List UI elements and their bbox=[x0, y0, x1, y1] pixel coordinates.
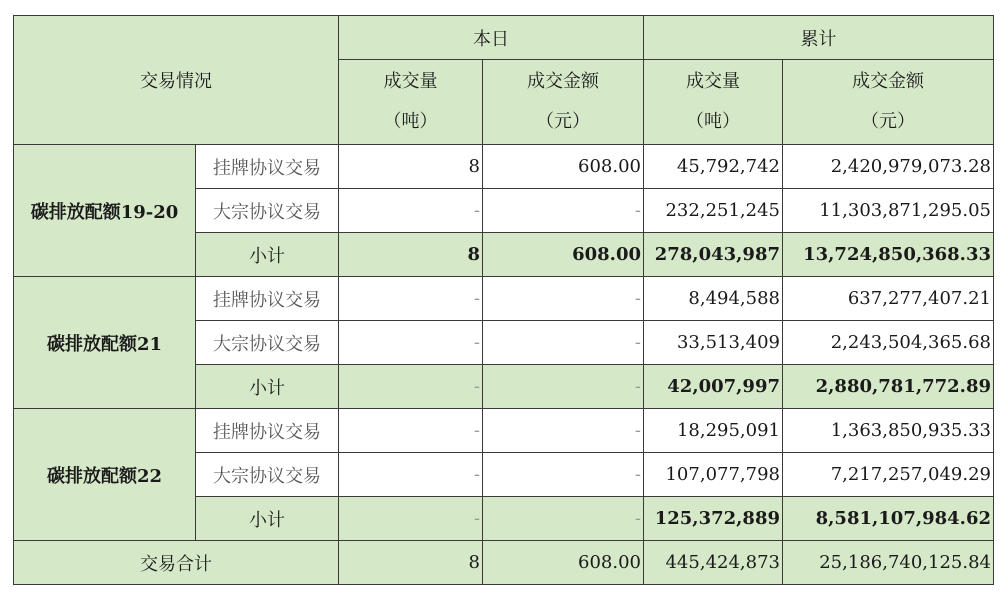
today-amount: - bbox=[483, 497, 644, 541]
today-volume: - bbox=[339, 365, 483, 409]
cumulative-amount: 7,217,257,049.29 bbox=[783, 453, 994, 497]
cumulative-amount: 1,363,850,935.33 bbox=[783, 409, 994, 453]
today-volume-label: 成交量 bbox=[383, 71, 438, 92]
trade-type: 大宗协议交易 bbox=[196, 321, 339, 365]
total-row bbox=[14, 541, 994, 585]
cumulative-amount: 637,277,407.21 bbox=[783, 277, 994, 321]
cumulative-header: 累计 bbox=[644, 16, 994, 60]
cumulative-volume: 232,251,245 bbox=[644, 189, 783, 233]
trade-type: 挂牌协议交易 bbox=[196, 409, 339, 453]
total-cumulative-amount: 25,186,740,125.84 bbox=[783, 541, 994, 585]
today-amount: - bbox=[483, 321, 644, 365]
cumulative-volume-unit: （吨） bbox=[686, 111, 740, 132]
today-amount: - bbox=[483, 277, 644, 321]
today-volume: 8 bbox=[339, 233, 483, 277]
cumulative-volume: 42,007,997 bbox=[644, 365, 783, 409]
today-volume: - bbox=[339, 453, 483, 497]
today-amount-label: 成交金额 bbox=[527, 71, 599, 92]
cumulative-amount: 13,724,850,368.33 bbox=[783, 233, 994, 277]
cumulative-amount-label: 成交金额 bbox=[852, 71, 924, 92]
corner-header: 交易情况 bbox=[14, 16, 339, 145]
today-amount-unit: （元） bbox=[536, 111, 590, 132]
cumulative-volume: 125,372,889 bbox=[644, 497, 783, 541]
today-volume: - bbox=[339, 321, 483, 365]
cumulative-volume: 45,792,742 bbox=[644, 145, 783, 189]
cumulative-amount-header bbox=[783, 60, 994, 145]
today-volume-header bbox=[339, 60, 483, 145]
subtotal-label: 小计 bbox=[196, 233, 339, 277]
cumulative-amount: 2,880,781,772.89 bbox=[783, 365, 994, 409]
trading-summary-table bbox=[13, 15, 994, 585]
cumulative-amount: 8,581,107,984.62 bbox=[783, 497, 994, 541]
today-volume: - bbox=[339, 497, 483, 541]
cumulative-volume: 8,494,588 bbox=[644, 277, 783, 321]
trade-type: 挂牌协议交易 bbox=[196, 145, 339, 189]
subtotal-label: 小计 bbox=[196, 365, 339, 409]
total-today-amount: 608.00 bbox=[483, 541, 644, 585]
cumulative-volume: 33,513,409 bbox=[644, 321, 783, 365]
today-header: 本日 bbox=[339, 16, 644, 60]
cumulative-amount: 2,420,979,073.28 bbox=[783, 145, 994, 189]
today-volume: - bbox=[339, 277, 483, 321]
table-row bbox=[14, 145, 994, 189]
today-amount: 608.00 bbox=[483, 233, 644, 277]
total-cumulative-volume: 445,424,873 bbox=[644, 541, 783, 585]
total-today-volume: 8 bbox=[339, 541, 483, 585]
today-amount: - bbox=[483, 409, 644, 453]
subtotal-label: 小计 bbox=[196, 497, 339, 541]
trade-type: 大宗协议交易 bbox=[196, 453, 339, 497]
table-row bbox=[14, 409, 994, 453]
today-amount-header bbox=[483, 60, 644, 145]
cumulative-volume: 18,295,091 bbox=[644, 409, 783, 453]
trade-type: 挂牌协议交易 bbox=[196, 277, 339, 321]
group-name: 碳排放配额19-20 bbox=[14, 145, 196, 277]
trade-type: 大宗协议交易 bbox=[196, 189, 339, 233]
today-amount: - bbox=[483, 189, 644, 233]
cumulative-amount: 11,303,871,295.05 bbox=[783, 189, 994, 233]
today-amount: 608.00 bbox=[483, 145, 644, 189]
group-name: 碳排放配额21 bbox=[14, 277, 196, 409]
cumulative-volume: 107,077,798 bbox=[644, 453, 783, 497]
today-volume-unit: （吨） bbox=[383, 111, 438, 132]
table-row bbox=[14, 277, 994, 321]
group-name: 碳排放配额22 bbox=[14, 409, 196, 541]
today-amount: - bbox=[483, 453, 644, 497]
today-volume: 8 bbox=[339, 145, 483, 189]
cumulative-volume-label: 成交量 bbox=[686, 71, 740, 92]
today-volume: - bbox=[339, 189, 483, 233]
total-label: 交易合计 bbox=[14, 541, 339, 585]
today-amount: - bbox=[483, 365, 644, 409]
cumulative-volume: 278,043,987 bbox=[644, 233, 783, 277]
cumulative-amount: 2,243,504,365.68 bbox=[783, 321, 994, 365]
cumulative-volume-header bbox=[644, 60, 783, 145]
cumulative-amount-unit: （元） bbox=[861, 111, 915, 132]
today-volume: - bbox=[339, 409, 483, 453]
